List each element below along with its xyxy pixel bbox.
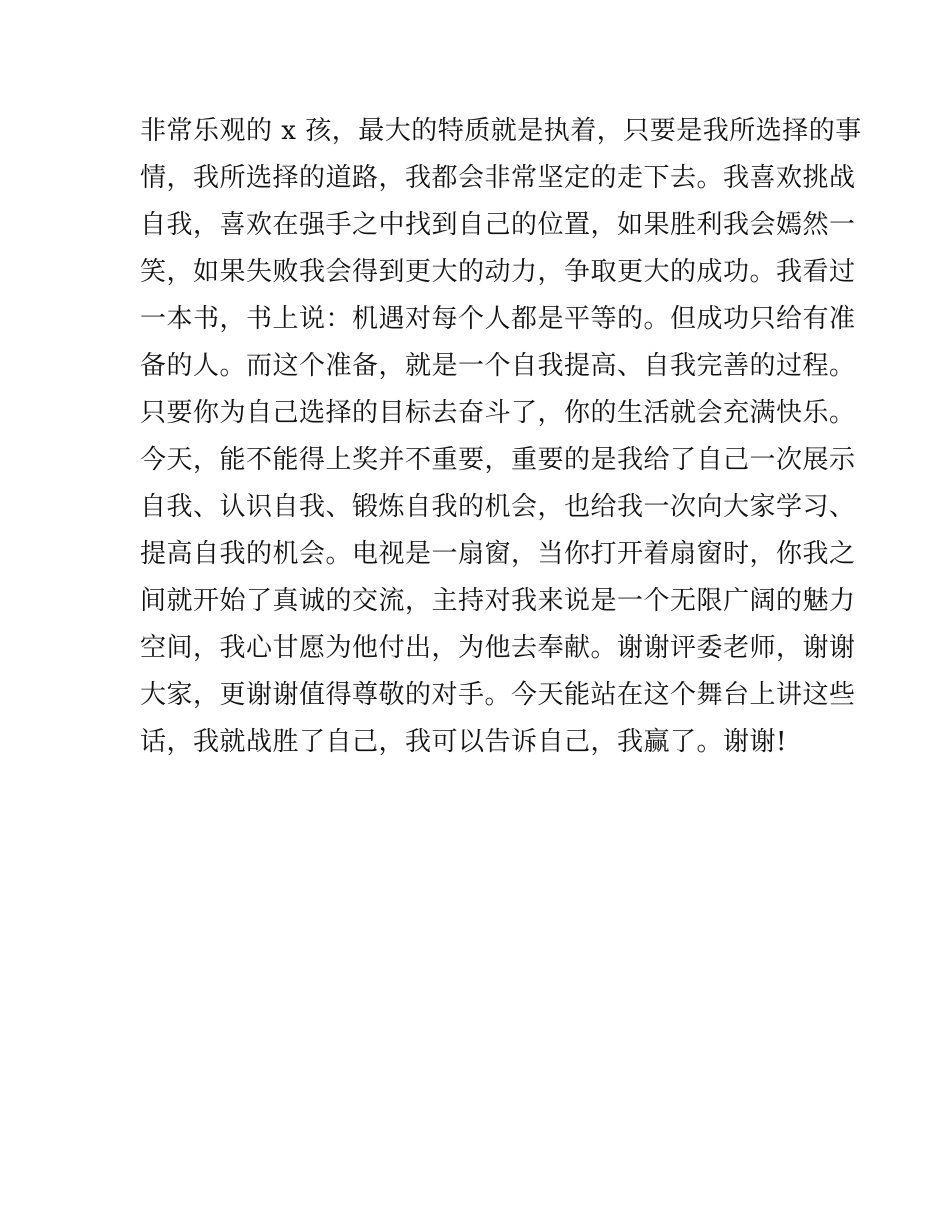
text-line: 间就开始了真诚的交流，主持对我来说是一个无限广阔的魅力 xyxy=(140,586,856,616)
text-line: 备的人。而这个准备，就是一个自我提高、自我完善的过程。 xyxy=(140,351,856,381)
text-line: 空间，我心甘愿为他付出，为他去奉献。谢谢评委老师，谢谢 xyxy=(140,633,856,663)
text-line: 只要你为自己选择的目标去奋斗了，你的生活就会充满快乐。 xyxy=(140,398,856,428)
text-line: 话，我就战胜了自己，我可以告诉自己，我赢了。谢谢! xyxy=(140,727,787,757)
text-line: 情，我所选择的道路，我都会非常坚定的走下去。我喜欢挑战 xyxy=(140,163,856,193)
text-line: 自我，喜欢在强手之中找到自己的位置，如果胜利我会嫣然一 xyxy=(140,210,856,240)
text-line: 自我、认识自我、锻炼自我的机会，也给我一次向大家学习、 xyxy=(140,492,856,522)
text-line: 大家，更谢谢值得尊敬的对手。今天能站在这个舞台上讲这些 xyxy=(140,680,856,710)
text-line: 非常乐观的 x 孩，最大的特质就是执着，只要是我所选择的事 xyxy=(140,116,862,146)
text-line: 笑，如果失败我会得到更大的动力，争取更大的成功。我看过 xyxy=(140,257,856,287)
text-line: 今天，能不能得上奖并不重要，重要的是我给了自己一次展示 xyxy=(140,445,856,475)
text-line: 提高自我的机会。电视是一扇窗，当你打开着扇窗时，你我之 xyxy=(140,539,856,569)
body-text xyxy=(140,108,862,766)
text-line: 一本书，书上说：机遇对每个人都是平等的。但成功只给有准 xyxy=(140,304,856,334)
